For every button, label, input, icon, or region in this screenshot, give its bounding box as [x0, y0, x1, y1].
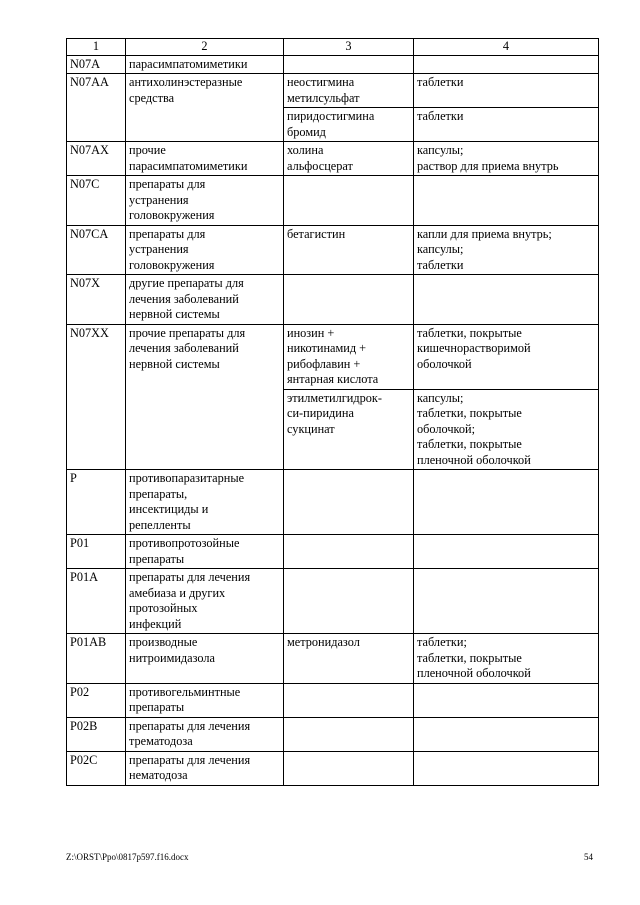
table-row [67, 142, 599, 176]
header-col-2: 2 [126, 39, 284, 56]
atc-code-cell: N07XX [67, 324, 126, 470]
group-name-cell: противопротозойные препараты [126, 535, 284, 569]
table-row [67, 634, 599, 684]
table-row [67, 569, 599, 634]
group-name-cell: препараты для лечения нематодоза [126, 751, 284, 785]
table-row [67, 717, 599, 751]
group-name-cell: прочие парасимпатомиметики [126, 142, 284, 176]
header-col-4: 4 [414, 39, 599, 56]
dosage-form-cell [414, 569, 599, 634]
group-name-cell: производные нитроимидазола [126, 634, 284, 684]
inn-cell [284, 535, 414, 569]
inn-cell: метронидазол [284, 634, 414, 684]
table-row [67, 683, 599, 717]
table-row [67, 275, 599, 325]
inn-cell [284, 176, 414, 226]
atc-code-cell: P02 [67, 683, 126, 717]
atc-code-cell: P02C [67, 751, 126, 785]
group-name-cell: антихолинэстеразные средства [126, 74, 284, 142]
atc-code-cell: P01A [67, 569, 126, 634]
dosage-form-cell [414, 470, 599, 535]
group-name-cell: другие препараты для лечения заболеваний нервной системы [126, 275, 284, 325]
dosage-form-cell [414, 751, 599, 785]
table-row [67, 324, 599, 389]
table-row [67, 74, 599, 108]
inn-cell [284, 470, 414, 535]
table-row [67, 535, 599, 569]
inn-cell [284, 683, 414, 717]
inn-cell: этилметилгидрок- си-пиридина сукцинат [284, 389, 414, 470]
atc-code-cell: N07X [67, 275, 126, 325]
dosage-form-cell: таблетки, покрытые кишечнорастворимой оболочкой [414, 324, 599, 389]
table-body [67, 55, 599, 785]
dosage-form-cell: капли для приема внутрь; капсулы; таблетки [414, 225, 599, 275]
atc-code-cell: N07C [67, 176, 126, 226]
dosage-form-cell [414, 176, 599, 226]
dosage-form-cell: таблетки [414, 74, 599, 108]
atc-code-cell: N07CA [67, 225, 126, 275]
dosage-form-cell [414, 275, 599, 325]
inn-cell [284, 717, 414, 751]
inn-cell [284, 55, 414, 74]
inn-cell: неостигмина метилсульфат [284, 74, 414, 108]
atc-code-cell: N07A [67, 55, 126, 74]
inn-cell [284, 569, 414, 634]
inn-cell: инозин + никотинамид + рибофлавин + янтарная кислота [284, 324, 414, 389]
group-name-cell: парасимпатомиметики [126, 55, 284, 74]
group-name-cell: препараты для лечения трематодоза [126, 717, 284, 751]
group-name-cell: противогельминтные препараты [126, 683, 284, 717]
header-col-1: 1 [67, 39, 126, 56]
header-col-3: 3 [284, 39, 414, 56]
dosage-form-cell [414, 683, 599, 717]
atc-code-cell: N07AX [67, 142, 126, 176]
dosage-form-cell [414, 535, 599, 569]
dosage-form-cell: капсулы; раствор для приема внутрь [414, 142, 599, 176]
inn-cell [284, 275, 414, 325]
group-name-cell: препараты для устранения головокружения [126, 176, 284, 226]
atc-code-cell: P02B [67, 717, 126, 751]
dosage-form-cell [414, 717, 599, 751]
table-row [67, 176, 599, 226]
dosage-form-cell [414, 55, 599, 74]
atc-code-cell: P01 [67, 535, 126, 569]
atc-code-cell: P01AB [67, 634, 126, 684]
group-name-cell: препараты для устранения головокружения [126, 225, 284, 275]
inn-cell: бетагистин [284, 225, 414, 275]
group-name-cell: противопаразитарные препараты, инсектициды и репелленты [126, 470, 284, 535]
group-name-cell: препараты для лечения амебиаза и других протозойных инфекций [126, 569, 284, 634]
inn-cell [284, 751, 414, 785]
dosage-form-cell: таблетки [414, 108, 599, 142]
medication-table [66, 38, 599, 786]
table-row [67, 55, 599, 74]
footer-page-number: 54 [584, 852, 593, 862]
table-row [67, 751, 599, 785]
group-name-cell: прочие препараты для лечения заболеваний нервной системы [126, 324, 284, 470]
atc-code-cell: N07AA [67, 74, 126, 142]
table-row [67, 225, 599, 275]
footer-file-path: Z:\ORST\Ppo\0817p597.f16.docx [66, 852, 189, 862]
table-header-row [67, 39, 599, 56]
dosage-form-cell: таблетки; таблетки, покрытые пленочной оболочкой [414, 634, 599, 684]
atc-code-cell: P [67, 470, 126, 535]
dosage-form-cell: капсулы; таблетки, покрытые оболочкой; таблетки, покрытые пленочной оболочкой [414, 389, 599, 470]
inn-cell: холина альфосцерат [284, 142, 414, 176]
inn-cell: пиридостигмина бромид [284, 108, 414, 142]
table-row [67, 470, 599, 535]
